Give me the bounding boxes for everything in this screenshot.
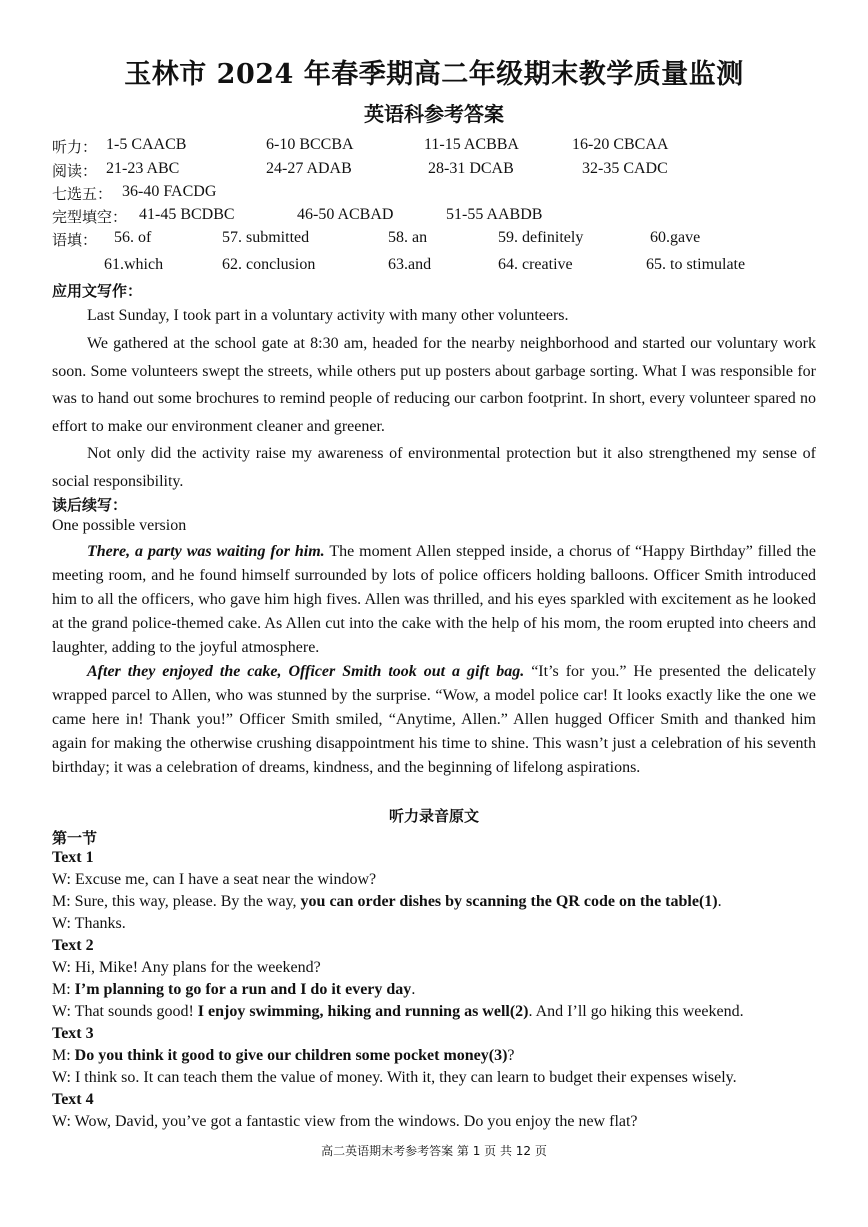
dialogue-line: W: Thanks.	[52, 915, 126, 932]
dialogue-text: W: That sounds good!	[52, 1003, 198, 1020]
transcript-heading: 听力录音原文	[388, 807, 479, 825]
answer-group: 46-50 ACBAD	[297, 206, 394, 223]
answer-group: 1-5 CAACB	[106, 136, 187, 153]
reading-answers	[52, 160, 832, 182]
text-label: Text 4	[52, 1091, 94, 1108]
dialogue-text: ?	[507, 1047, 515, 1064]
reading-label: 阅读：	[52, 162, 98, 180]
paragraph-body: The moment Allen stepped inside, a chorus of “Happy Birthday” filled the meeting room, and he found himself surrounded by lots of police officers holding balloons. Officer Smith introduced him to all the officers, who gave him high fives. Allen was thrilled, and his eyes sparkled with excitement as he looked at the grand police-themed cake. As Allen cut into the cake with the help of his mom, the room erupted into cheers and laughter, adding to the joyful atmosphere.	[52, 543, 816, 656]
page-subtitle: 英语科参考答案	[364, 102, 504, 126]
answer-highlight: you can order dishes by scanning the QR code on the table(1)	[300, 893, 718, 910]
dialogue-line	[52, 1047, 832, 1065]
text-label: Text 1	[52, 849, 94, 866]
answer-group: 24-27 ADAB	[266, 160, 352, 177]
seven-label: 七选五：	[52, 185, 113, 203]
page-footer: 高二英语期末考参考答案 第 1 页 共 12 页	[321, 1144, 547, 1158]
practical-writing-paragraph: Last Sunday, I took part in a voluntary activity with many other volunteers.	[87, 307, 569, 324]
text-label: Text 2	[52, 937, 94, 954]
answer-item: 62. conclusion	[222, 256, 316, 273]
answer-group: 32-35 CADC	[582, 160, 668, 177]
paragraph-body: “It’s for you.” He presented the delicately wrapped parcel to Allen, who was stunned by the surprise. “Wow, a model police car! It looks exactly like the one we came here in! Thank you!” Officer Smith smiled, “Anytime, Allen.” Allen hugged Officer Smith and thanked him again for making the otherwise crushing disappointment his time to shine. This wasn’t just a celebration of his seventh birthday; it was a celebration of dreams, kindness, and the beginning of lifelong aspirations.	[52, 663, 816, 776]
answer-highlight: I’m planning to go for a run and I do it every day	[74, 981, 412, 998]
transcript-section: 第一节	[52, 829, 98, 847]
answer-item: 58. an	[388, 229, 428, 246]
dialogue-text: .	[411, 981, 416, 998]
answer-group: 28-31 DCAB	[428, 160, 514, 177]
answer-group: 11-15 ACBBA	[424, 136, 519, 153]
continuation-paragraph-2	[52, 660, 816, 780]
practical-writing-paragraph: We gathered at the school gate at 8:30 am, headed for the nearby neighborhood and started our voluntary work soon. Some volunteers swept the streets, while others put up posters about garbage sorting. What I was responsible for was to hand out some brochures to remind people of reducing our carbon footprint. In short, every volunteer spared no effort to make our environment cleaner and greener.	[52, 335, 816, 435]
version-label: One possible version	[52, 517, 187, 534]
listening-answers	[52, 136, 832, 158]
answer-item: 60.gave	[650, 229, 701, 246]
paragraph-lead-sentence: After they enjoyed the cake, Officer Smith took out a gift bag.	[87, 663, 525, 680]
answer-group: 16-20 CBCAA	[572, 136, 669, 153]
dialogue-text: .	[717, 893, 722, 910]
text-label: Text 3	[52, 1025, 94, 1042]
dialogue-text: M: Sure, this way, please. By the way,	[52, 893, 301, 910]
dialogue-line	[52, 1003, 832, 1021]
answer-highlight: I enjoy swimming, hiking and running as well(2)	[197, 1003, 529, 1020]
answer-item: 59. definitely	[498, 229, 584, 246]
dialogue-line	[52, 981, 832, 999]
dialogue-line	[52, 893, 832, 911]
dialogue-line: W: Wow, David, you’ve got a fantastic view from the windows. Do you enjoy the new flat?	[52, 1113, 638, 1130]
dialogue-text: M:	[52, 981, 75, 998]
answer-group: 21-23 ABC	[106, 160, 180, 177]
answer-item: 61.which	[104, 256, 164, 273]
practical-writing-paragraph: Not only did the activity raise my awareness of environmental protection but it also strengthened my sense of social responsibility.	[52, 445, 816, 490]
answer-highlight: Do you think it good to give our children some pocket money(3)	[74, 1047, 508, 1064]
answer-item: 64. creative	[498, 256, 573, 273]
answer-item: 56. of	[114, 229, 152, 246]
grammar-answers-row-2	[52, 256, 832, 278]
answer-group: 41-45 BCDBC	[139, 206, 235, 223]
answer-item: 63.and	[388, 256, 432, 273]
page-title: 玉林市 2024 年春季期高二年级期末教学质量监测	[124, 59, 744, 90]
cloze-label: 完型填空：	[52, 208, 128, 226]
dialogue-line: W: I think so. It can teach them the value of money. With it, they can learn to budget their expenses wisely.	[52, 1069, 737, 1086]
answer-group: 36-40 FACDG	[122, 183, 217, 200]
continuation-writing-heading: 读后续写：	[52, 496, 128, 514]
dialogue-line: W: Hi, Mike! Any plans for the weekend?	[52, 959, 321, 976]
dialogue-line: W: Excuse me, can I have a seat near the window?	[52, 871, 377, 888]
dialogue-text: M:	[52, 1047, 75, 1064]
listening-label: 听力：	[52, 138, 98, 156]
practical-writing-heading: 应用文写作：	[52, 282, 143, 300]
answer-item: 57. submitted	[222, 229, 310, 246]
dialogue-text: . And I’ll go hiking this weekend.	[528, 1003, 744, 1020]
paragraph-lead-sentence: There, a party was waiting for him.	[87, 543, 325, 560]
answer-group: 51-55 AABDB	[446, 206, 543, 223]
grammar-label: 语填：	[52, 231, 98, 249]
grammar-answers-row-1	[52, 229, 832, 251]
cloze-answers	[52, 206, 832, 228]
continuation-paragraph-1	[52, 540, 816, 660]
seven-choose-five-answers	[52, 183, 832, 205]
answer-group: 6-10 BCCBA	[266, 136, 354, 153]
answer-item: 65. to stimulate	[646, 256, 746, 273]
